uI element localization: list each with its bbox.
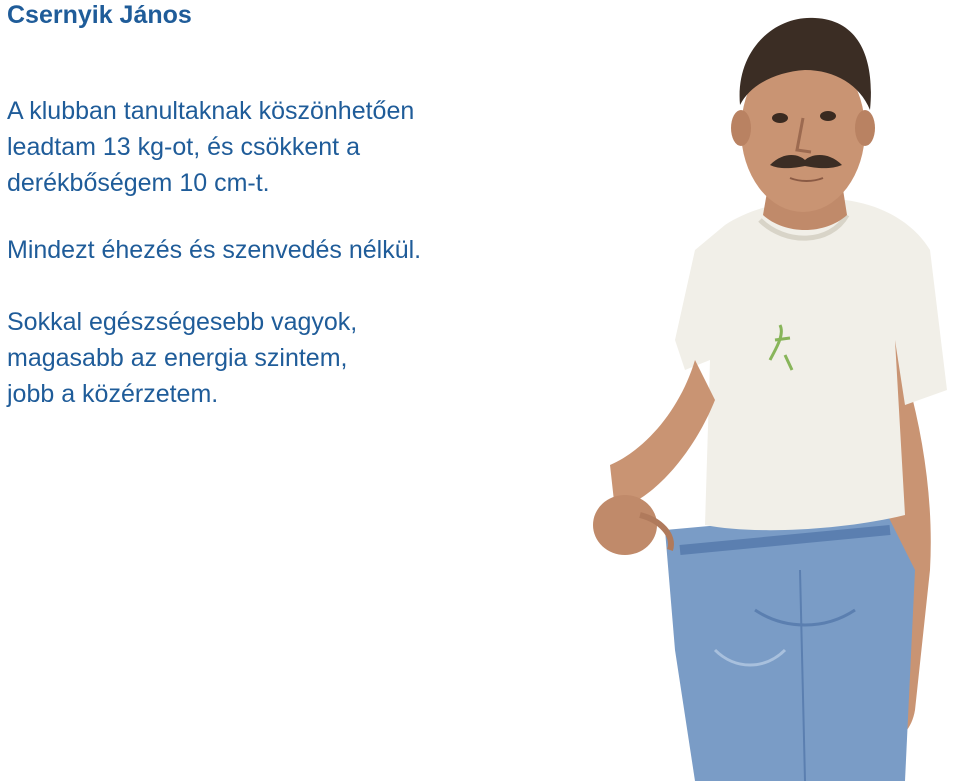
text-line: A klubban tanultaknak köszönhetően: [7, 97, 415, 125]
left-hand: [593, 495, 657, 555]
text-line: magasabb az energia szintem,: [7, 344, 348, 372]
page-title: Csernyik János: [7, 1, 192, 29]
text-line: Sokkal egészségesebb vagyok,: [7, 308, 358, 336]
testimonial-paragraph-2: [7, 232, 421, 268]
person-photo: [585, 10, 955, 781]
text-line: Mindezt éhezés és szenvedés nélkül.: [7, 236, 422, 264]
text-line: derékbőségem 10 cm-t.: [7, 169, 270, 197]
text-line: leadtam 13 kg-ot, és csökkent a: [7, 133, 360, 161]
left-arm: [610, 360, 715, 510]
testimonial-paragraph-3: [7, 304, 357, 412]
text-line: jobb a közérzetem.: [7, 380, 219, 408]
testimonial-paragraph-1: [7, 93, 414, 201]
